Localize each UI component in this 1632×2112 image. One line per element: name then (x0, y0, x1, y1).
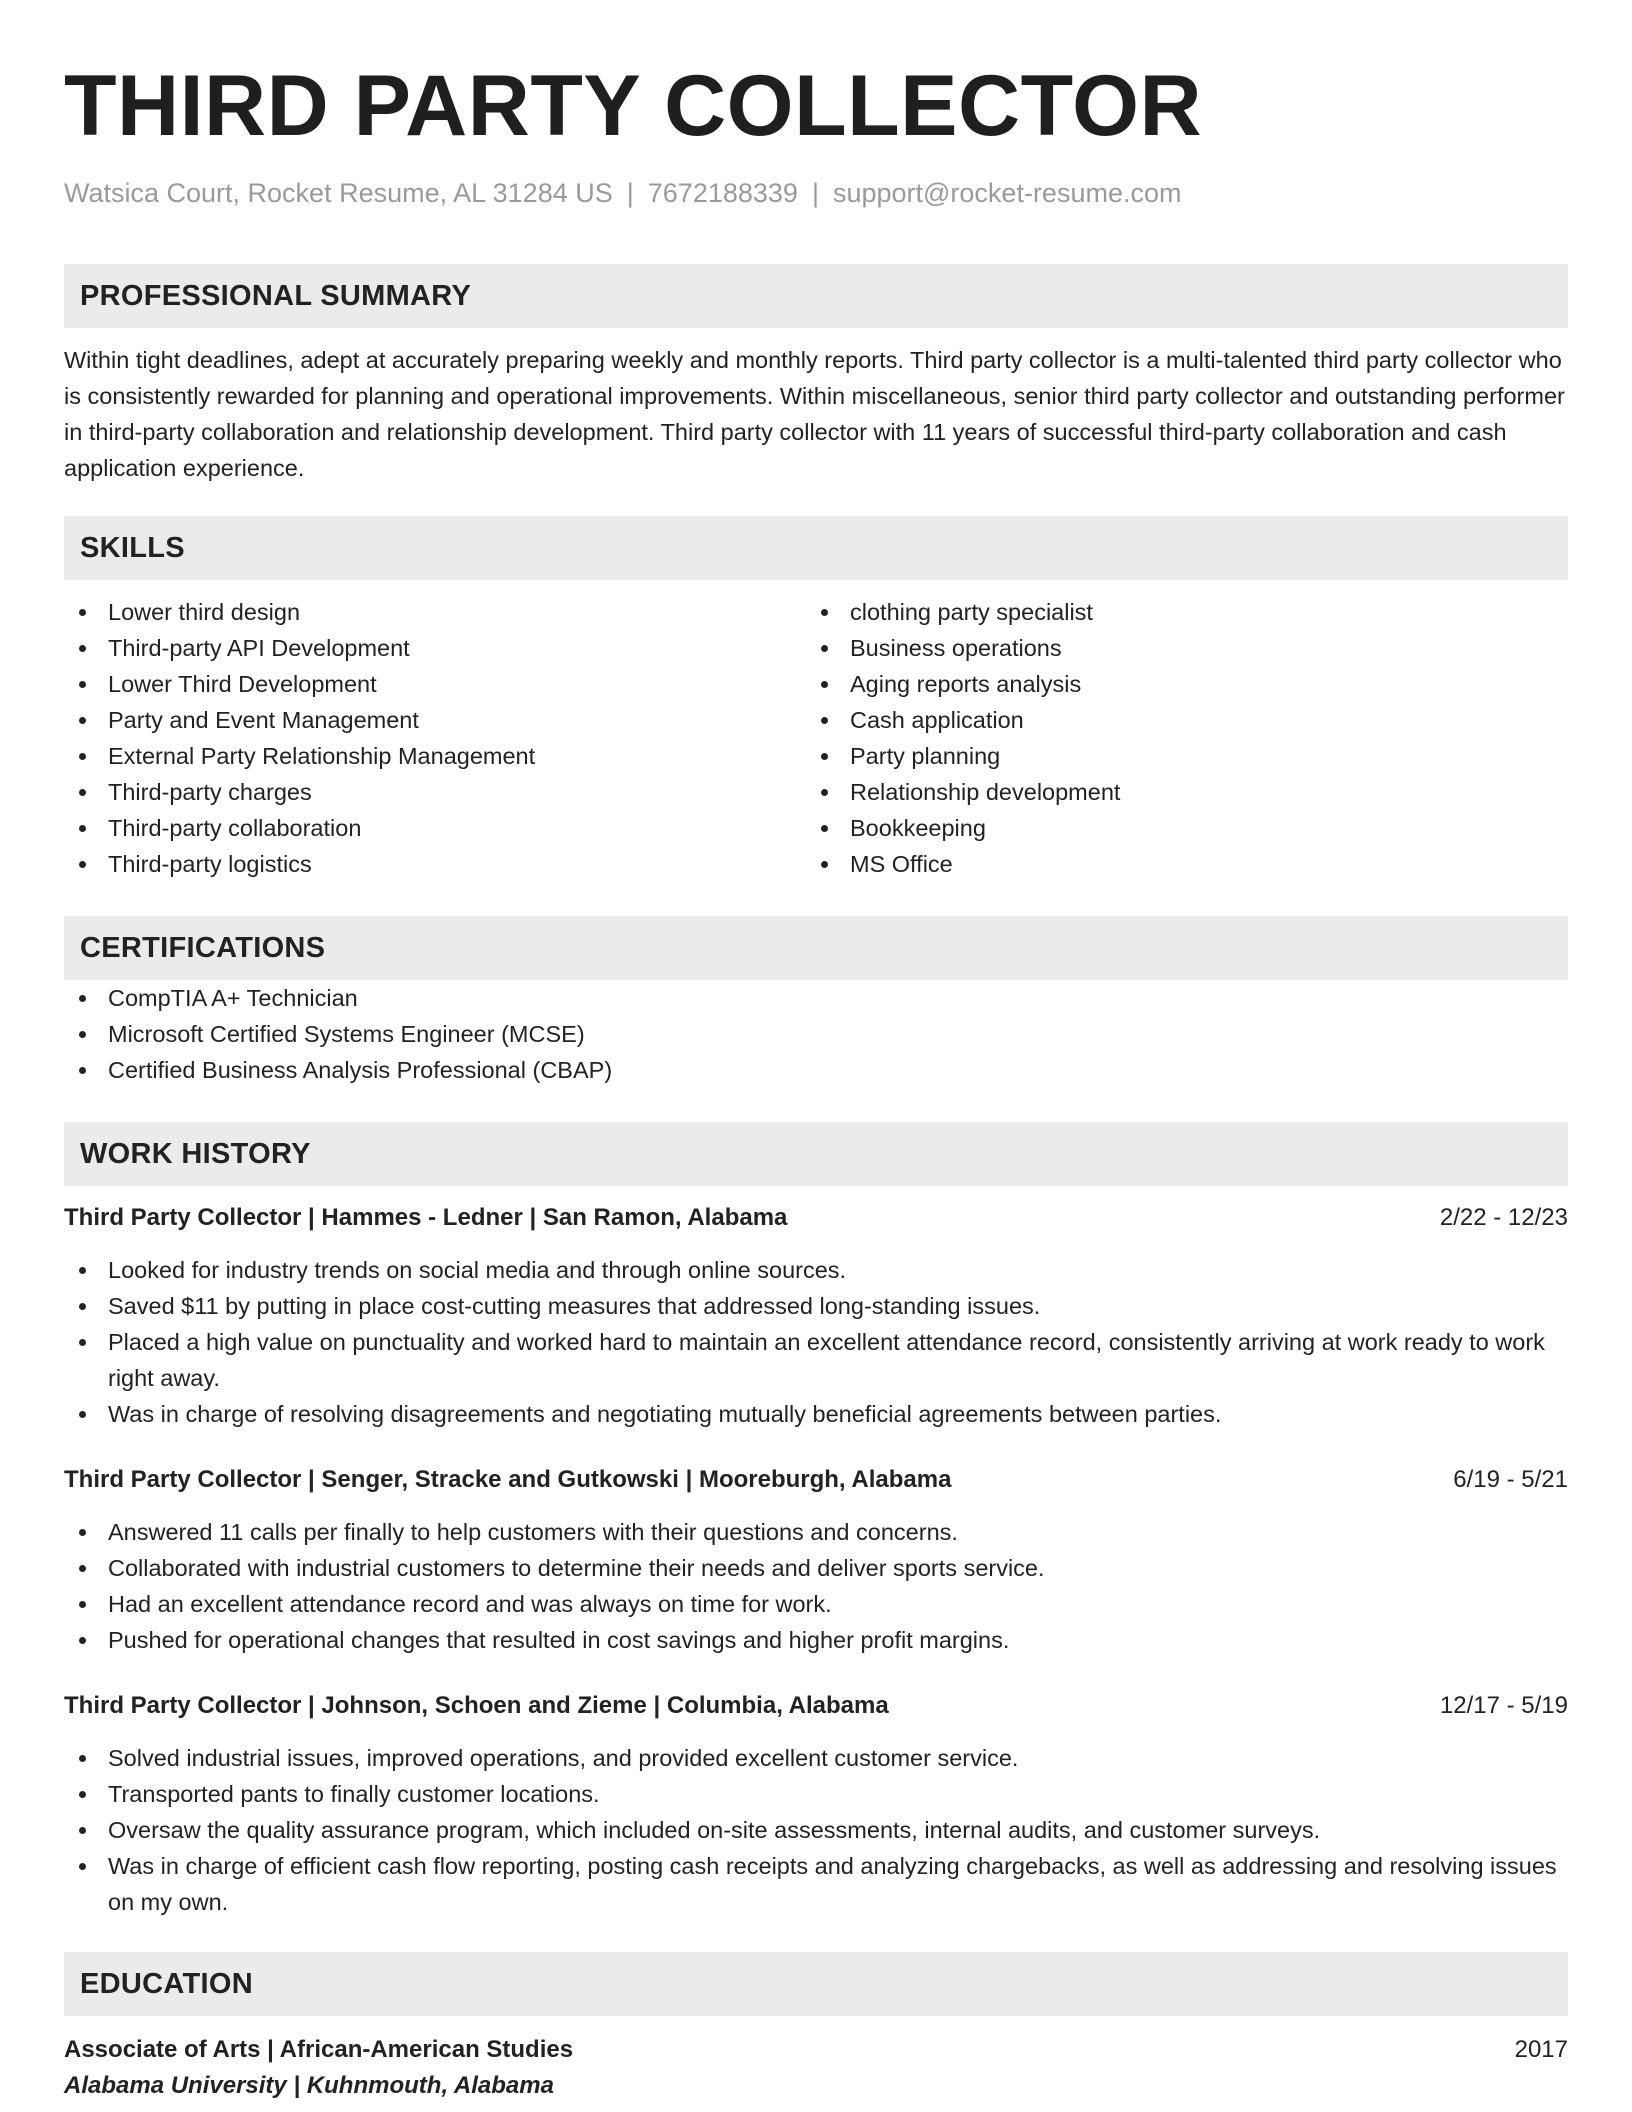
job-dates: 2/22 - 12/23 (1439, 1204, 1568, 1231)
education-year: 2017 (1514, 2036, 1568, 2063)
summary-text: Within tight deadlines, adept at accurately preparing weekly and monthly reports. Third party collector is a multi-talented third party collector who is consistently rewarded for planning and operational improvements. Within miscellaneous, senior third party collector and outstanding performer in third-party collaboration and relationship development. Third party collector with 11 years of successful third-party collaboration and cash application experience. (64, 347, 1565, 481)
contact-separator: | (626, 178, 634, 208)
contact-separator: | (811, 178, 819, 208)
job-title: Third Party Collector | Johnson, Schoen and Zieme | Columbia, Alabama (64, 1692, 889, 1719)
skill-item: Bookkeeping (806, 810, 1548, 846)
certifications-list (64, 980, 1568, 1088)
work-history-heading: WORK HISTORY (64, 1122, 1568, 1186)
job-title: Third Party Collector | Hammes - Ledner | San Ramon, Alabama (64, 1204, 788, 1231)
education-header (64, 2032, 1568, 2068)
job-bullet: Transported pants to finally customer locations. (64, 1776, 1568, 1812)
skills-column-right (806, 594, 1548, 882)
skills-list-left (64, 594, 806, 882)
certification-item: CompTIA A+ Technician (64, 980, 1568, 1016)
summary-heading: PROFESSIONAL SUMMARY (64, 264, 1568, 328)
job-bullets (64, 1252, 1568, 1432)
skill-item: Third-party charges (64, 774, 806, 810)
skill-item: Aging reports analysis (806, 666, 1548, 702)
skill-item: Cash application (806, 702, 1548, 738)
skill-item: Party and Event Management (64, 702, 806, 738)
contact-phone: 7672188339 (647, 178, 798, 208)
skills-list-right (806, 594, 1548, 882)
skill-item: Lower Third Development (64, 666, 806, 702)
job-bullet: Saved $11 by putting in place cost-cutting measures that addressed long-standing issues. (64, 1288, 1568, 1324)
skill-item: Relationship development (806, 774, 1548, 810)
job-header (64, 1462, 1568, 1498)
skills-column-left (64, 594, 806, 882)
job-bullet: Was in charge of efficient cash flow reporting, posting cash receipts and analyzing chargebacks, as well as addressing and resolving issues on my own. (64, 1848, 1568, 1920)
job-entry (64, 1462, 1568, 1658)
contact-address: Watsica Court, Rocket Resume, AL 31284 US (64, 178, 613, 208)
job-header (64, 1200, 1568, 1236)
resume-name: THIRD PARTY COLLECTOR (64, 58, 1203, 154)
skills-heading: SKILLS (64, 516, 1568, 580)
skill-item: Third-party collaboration (64, 810, 806, 846)
education-school: Alabama University | Kuhnmouth, Alabama (64, 2072, 554, 2099)
skill-item: Business operations (806, 630, 1548, 666)
job-bullets (64, 1514, 1568, 1658)
skills-grid (64, 594, 1568, 882)
contact-email: support@rocket-resume.com (832, 178, 1182, 208)
job-bullet: Solved industrial issues, improved operations, and provided excellent customer service. (64, 1740, 1568, 1776)
education-heading: EDUCATION (64, 1952, 1568, 2016)
job-entry (64, 1200, 1568, 1432)
job-bullet: Collaborated with industrial customers to determine their needs and deliver sports service. (64, 1550, 1568, 1586)
skill-item: Lower third design (64, 594, 806, 630)
job-dates: 12/17 - 5/19 (1439, 1692, 1568, 1719)
skill-item: MS Office (806, 846, 1548, 882)
job-bullet: Answered 11 calls per finally to help customers with their questions and concerns. (64, 1514, 1568, 1550)
certifications-heading: CERTIFICATIONS (64, 916, 1568, 980)
certification-item: Certified Business Analysis Professional (CBAP) (64, 1052, 1568, 1088)
job-bullet: Placed a high value on punctuality and worked hard to maintain an excellent attendance record, consistently arriving at work ready to work right away. (64, 1324, 1568, 1396)
education-entry (64, 2032, 1568, 2104)
job-bullet: Looked for industry trends on social media and through online sources. (64, 1252, 1568, 1288)
job-title: Third Party Collector | Senger, Stracke and Gutkowski | Mooreburgh, Alabama (64, 1466, 952, 1493)
job-bullet: Was in charge of resolving disagreements and negotiating mutually beneficial agreements between parties. (64, 1396, 1568, 1432)
education-degree: Associate of Arts | African-American Studies (64, 2036, 574, 2063)
job-bullets (64, 1740, 1568, 1920)
job-bullet: Had an excellent attendance record and was always on time for work. (64, 1586, 1568, 1622)
job-entry (64, 1688, 1568, 1920)
skill-item: clothing party specialist (806, 594, 1548, 630)
job-bullet: Pushed for operational changes that resulted in cost savings and higher profit margins. (64, 1622, 1568, 1658)
skill-item: Party planning (806, 738, 1548, 774)
skill-item: Third-party logistics (64, 846, 806, 882)
skill-item: External Party Relationship Management (64, 738, 806, 774)
certification-item: Microsoft Certified Systems Engineer (MCSE) (64, 1016, 1568, 1052)
contact-line (64, 176, 1568, 210)
job-bullet: Oversaw the quality assurance program, which included on-site assessments, internal audits, and customer surveys. (64, 1812, 1568, 1848)
skill-item: Third-party API Development (64, 630, 806, 666)
job-header (64, 1688, 1568, 1724)
job-dates: 6/19 - 5/21 (1453, 1466, 1568, 1493)
